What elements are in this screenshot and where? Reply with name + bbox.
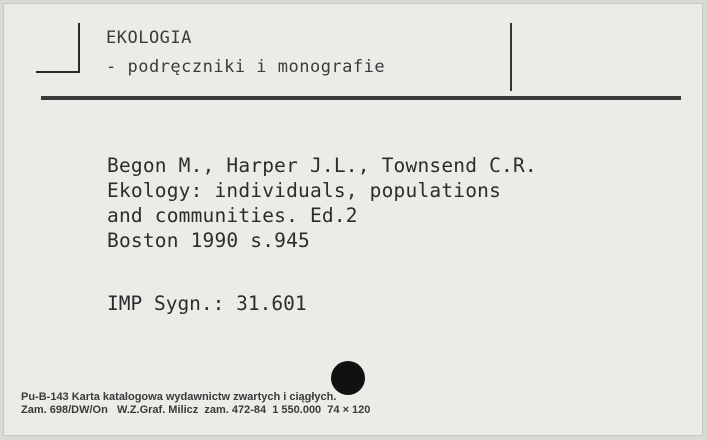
header-divider [510,23,512,91]
punch-hole [331,361,365,395]
subject-subheading: - podręczniki i monografie [106,57,386,77]
bibliographic-entry [107,153,537,253]
footer-line-2: Zam. 698/DW/On W.Z.Graf. Milicz zam. 472-84 1 550.000 74 × 120 [21,404,371,416]
entry-imprint: Boston 1990 s.945 [107,229,310,252]
header-rule [41,96,681,100]
entry-authors: Begon M., Harper J.L., Townsend C.R. [107,154,537,177]
bracket-vertical-line [78,23,80,73]
corner-bracket-mark [36,23,80,73]
call-number: IMP Sygn.: 31.601 [107,292,307,315]
entry-title-continued: and communities. Ed.2 [107,204,358,227]
subject-heading: EKOLOGIA [106,28,192,48]
footer-line-1: Pu-B-143 Karta katalogowa wydawnictw zwartych i ciągłych. [21,391,337,403]
bracket-horizontal-line [36,71,80,73]
card-footer [21,391,370,417]
entry-title: Ekology: individuals, populations [107,179,502,202]
